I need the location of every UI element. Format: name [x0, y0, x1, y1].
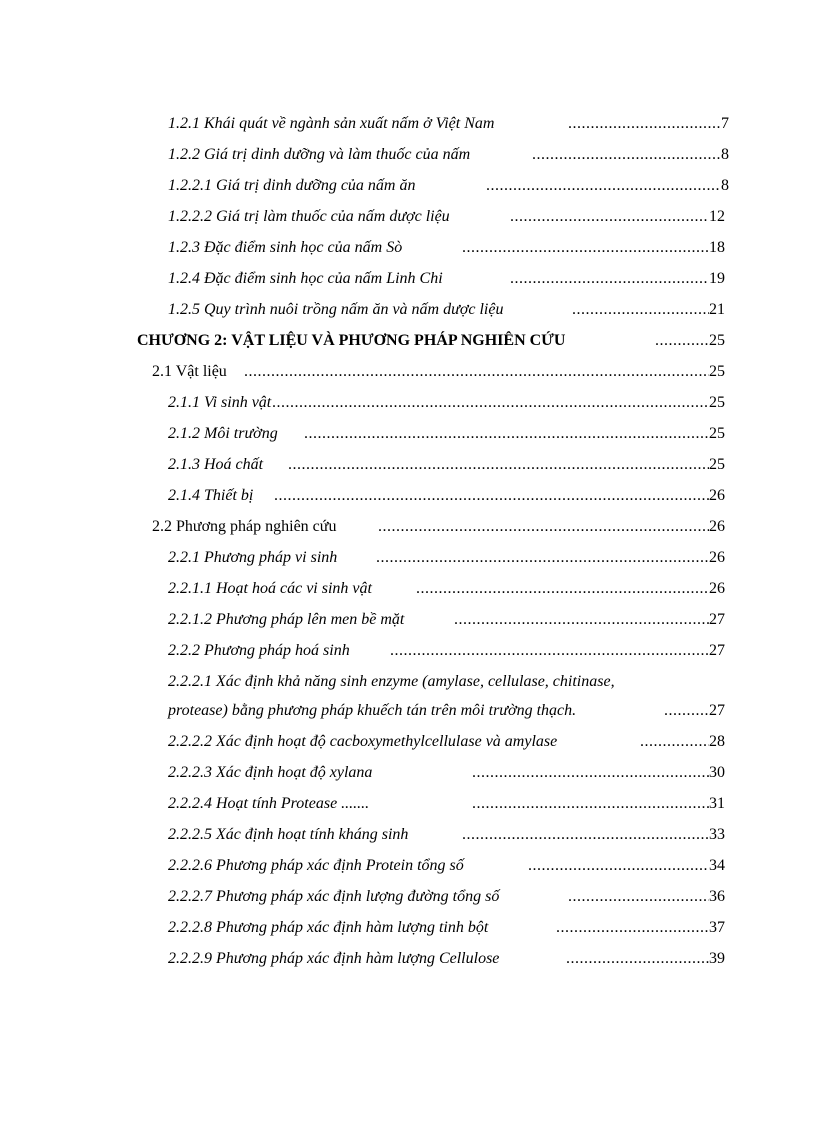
toc-entry-page: 12: [709, 208, 725, 225]
toc-leader: [244, 356, 709, 387]
toc-entry-title: 2.2 Phương pháp nghiên cứu: [152, 518, 337, 535]
toc-entry-title: 1.2.4 Đặc điểm sinh học của nấm Linh Chi: [168, 270, 443, 287]
toc-entry-section[interactable]: [0, 511, 816, 542]
toc-entry-title: 2.2.2.2 Xác định hoạt độ cacboxymethylcellulase và amylase: [168, 733, 558, 750]
toc-entry-title: 2.1.2 Môi trường: [168, 425, 278, 442]
toc-entry-page: 36: [709, 888, 725, 905]
toc-entry-page: 37: [709, 919, 725, 936]
toc-entry-page: 39: [709, 950, 725, 967]
toc-entry-title: CHƯƠNG 2: VẬT LIỆU VÀ PHƯƠNG PHÁP NGHIÊN CỨU: [137, 332, 566, 349]
toc-entry-page: 25: [709, 394, 725, 411]
toc-entry-chapter[interactable]: [0, 325, 816, 356]
toc-entry-page: 26: [709, 549, 725, 566]
toc-leader: [304, 418, 709, 449]
toc-entry[interactable]: [0, 726, 816, 757]
toc-entry[interactable]: [0, 912, 816, 943]
toc-entry[interactable]: [0, 294, 816, 325]
toc-leader: [454, 604, 709, 635]
toc-leader: [472, 757, 709, 788]
toc-entry[interactable]: [0, 850, 816, 881]
toc-entry-title: 2.1.4 Thiết bị: [168, 487, 254, 504]
toc-entry[interactable]: [0, 263, 816, 294]
toc-leader: [288, 449, 709, 480]
toc-entry-title: 1.2.2 Giá trị dinh dưỡng và làm thuốc của nấm: [168, 146, 471, 163]
toc-entry-page: 26: [709, 580, 725, 597]
toc-leader: [462, 232, 709, 263]
toc-leader: [378, 511, 709, 542]
toc-leader: [274, 480, 709, 511]
toc-leader: [510, 201, 709, 232]
toc-leader: [566, 943, 709, 974]
toc-entry[interactable]: [0, 387, 816, 418]
toc-entry-page: 18: [709, 239, 725, 256]
toc-entry-page: 26: [709, 487, 725, 504]
toc-entry-title: 2.2.2.5 Xác định hoạt tính kháng sinh: [168, 826, 409, 843]
toc-entry-title: protease) bằng phương pháp khuếch tán trên môi trường thạch.: [168, 702, 577, 719]
toc-entry-page: 25: [709, 332, 725, 349]
toc-leader: [556, 912, 709, 943]
toc-entry-page: 30: [709, 764, 725, 781]
toc-entry[interactable]: [0, 604, 816, 635]
toc-leader: [528, 850, 709, 881]
toc-entry[interactable]: [0, 542, 816, 573]
toc-leader: [462, 819, 709, 850]
toc-entry-page: 27: [709, 642, 725, 659]
toc-entry-title: 2.2.2 Phương pháp hoá sinh: [168, 642, 350, 659]
toc-entry[interactable]: [0, 418, 816, 449]
toc-entry-title: 1.2.2.1 Giá trị dinh dưỡng của nấm ăn: [168, 177, 416, 194]
toc-entry-page: 8: [721, 177, 729, 194]
toc-leader: [568, 881, 709, 912]
toc-entry-page: 25: [709, 425, 725, 442]
toc-entry-page: 33: [709, 826, 725, 843]
toc-entry-page: 25: [709, 456, 725, 473]
toc-entry[interactable]: [0, 449, 816, 480]
toc-entry-page: 26: [709, 518, 725, 535]
toc-entry-title: 1.2.5 Quy trình nuôi trồng nấm ăn và nấm dược liệu: [168, 301, 504, 318]
toc-entry[interactable]: [0, 819, 816, 850]
toc-entry-section[interactable]: [0, 356, 816, 387]
toc-leader: [272, 387, 709, 418]
toc-entry-title: 2.1 Vật liệu: [152, 363, 227, 380]
toc-entry-page: 19: [709, 270, 725, 287]
toc-entry-page: 31: [709, 795, 725, 812]
toc-entry[interactable]: [0, 480, 816, 511]
toc-entry-page: 25: [709, 363, 725, 380]
toc-leader: [472, 788, 709, 819]
toc-leader: [510, 263, 709, 294]
toc-entry[interactable]: [0, 232, 816, 263]
toc-entry-title: 2.2.1 Phương pháp vi sinh: [168, 549, 338, 566]
toc-entry-title: 2.1.3 Hoá chất: [168, 456, 264, 473]
toc-entry[interactable]: [0, 108, 816, 139]
toc-entry-title: 2.2.2.1 Xác định khả năng sinh enzyme (amylase, cellulase, chitinase,: [168, 673, 615, 690]
toc-entry[interactable]: [0, 201, 816, 232]
toc-entry-title: 2.2.2.4 Hoạt tính Protease .......: [168, 795, 370, 812]
toc-entry-wrapped-line1[interactable]: [0, 666, 816, 695]
toc-leader: [376, 542, 709, 573]
toc-leader: [416, 573, 709, 604]
toc-leader: [532, 139, 721, 170]
toc-entry-page: 34: [709, 857, 725, 874]
toc-entry-title: 1.2.3 Đặc điểm sinh học của nấm Sò: [168, 239, 403, 256]
toc-entry-title: 2.2.1.2 Phương pháp lên men bề mặt: [168, 611, 405, 628]
toc-leader: [390, 635, 709, 666]
toc-leader: [568, 108, 721, 139]
toc-entry-wrapped-line2[interactable]: [0, 695, 816, 726]
toc-entry-page: 21: [709, 301, 725, 318]
toc-entry-page: 8: [721, 146, 729, 163]
toc-entry-title: 2.2.2.8 Phương pháp xác định hàm lượng tinh bột: [168, 919, 489, 936]
toc-leader: [655, 325, 709, 356]
toc-entry[interactable]: [0, 573, 816, 604]
toc-entry[interactable]: [0, 635, 816, 666]
toc-entry-title: 2.1.1 Vi sinh vật: [168, 394, 272, 411]
toc-entry-page: 7: [721, 115, 729, 132]
toc-entry-title: 2.2.1.1 Hoạt hoá các vi sinh vật: [168, 580, 372, 597]
toc-entry-title: 2.2.2.3 Xác định hoạt độ xylana: [168, 764, 373, 781]
toc-leader: [640, 726, 709, 757]
toc-leader: [664, 695, 709, 726]
toc-leader: [486, 170, 721, 201]
toc-entry[interactable]: [0, 170, 816, 201]
toc-entry[interactable]: [0, 788, 816, 819]
toc-entry[interactable]: [0, 943, 816, 974]
toc-entry[interactable]: [0, 139, 816, 170]
toc-entry-title: 1.2.1 Khái quát về ngành sản xuất nấm ở Việt Nam: [168, 115, 495, 132]
toc-entry-title: 1.2.2.2 Giá trị làm thuốc của nấm dược liệu: [168, 208, 450, 225]
table-of-contents: [0, 108, 816, 974]
toc-entry-page: 27: [709, 611, 725, 628]
toc-entry-title: 2.2.2.6 Phương pháp xác định Protein tổng số: [168, 857, 464, 874]
toc-entry[interactable]: [0, 757, 816, 788]
toc-entry-page: 28: [709, 733, 725, 750]
toc-leader: [572, 294, 709, 325]
toc-entry-title: 2.2.2.7 Phương pháp xác định lượng đường tổng số: [168, 888, 500, 905]
toc-entry-title: 2.2.2.9 Phương pháp xác định hàm lượng Cellulose: [168, 950, 500, 967]
toc-entry-page: 27: [709, 702, 725, 719]
toc-entry[interactable]: [0, 881, 816, 912]
